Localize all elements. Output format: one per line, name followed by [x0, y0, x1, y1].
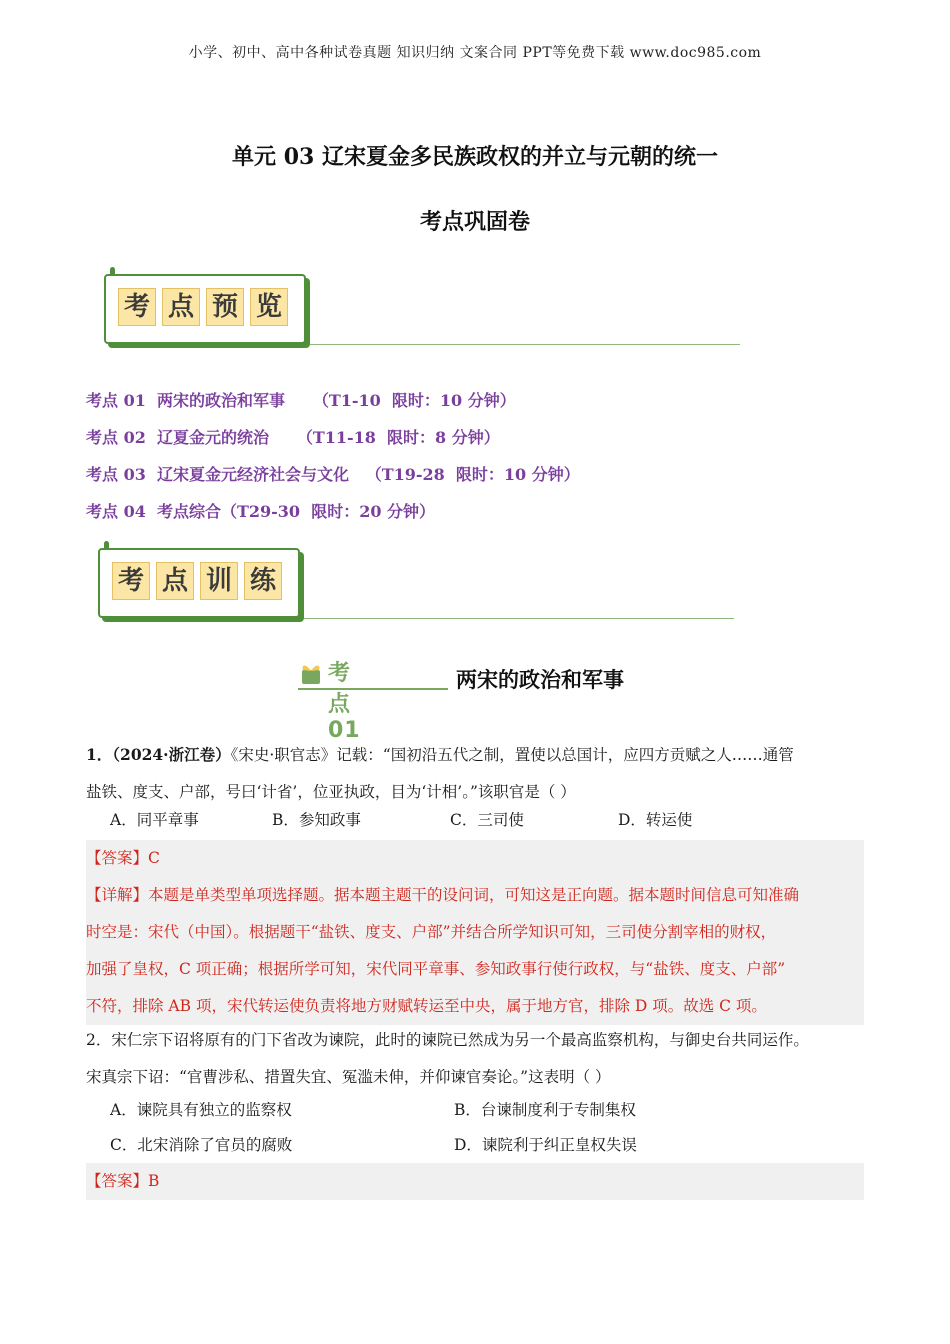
option-c[interactable]: C．三司使	[450, 811, 524, 829]
sprout-icon	[298, 658, 324, 686]
detail-label: 【详解】	[86, 886, 149, 904]
answer-block-1	[86, 840, 864, 1025]
detail-line	[86, 877, 864, 914]
answer-block-2	[86, 1163, 864, 1200]
option-c[interactable]: C．北宋消除了官员的腐败	[110, 1136, 293, 1154]
banner-char: 训	[200, 562, 238, 600]
banner-char: 考	[118, 288, 156, 326]
question-1	[86, 736, 864, 811]
answer-line	[86, 1163, 864, 1200]
section-badge: 考点01	[328, 661, 361, 743]
answer-label: 【答案】	[86, 849, 149, 867]
document-subtitle: 考点巩固卷	[419, 209, 530, 235]
option-b[interactable]: B．台谏制度利于专制集权	[454, 1101, 636, 1119]
topic-list	[86, 388, 580, 536]
topic-item: 考点 04 考点综合（T29-30 限时：20 分钟）	[86, 502, 436, 521]
detail-line: 不符，排除 AB 项，宋代转运使负责将地方财赋转运至中央，属于地方官，排除 D 项。故选 C 项。	[86, 997, 767, 1015]
question-stem-line: 盐铁、度支、户部，号曰‘计省’，位亚执政，目为‘计相’。”该职官是（ ）	[86, 783, 576, 801]
question-2	[86, 1022, 864, 1096]
detail-text: 本题是单类型单项选择题。据本题主题干的设问词，可知这是正向题。据本题时间信息可知准确	[148, 886, 800, 904]
answer-line	[86, 840, 864, 877]
banner-char: 点	[156, 562, 194, 600]
question-number: 1．	[86, 745, 113, 764]
banner-char: 考	[112, 562, 150, 600]
section-title: 两宋的政治和军事	[456, 668, 624, 692]
option-d[interactable]: D．谏院利于纠正皇权失误	[454, 1136, 637, 1154]
answer-value: C	[148, 849, 160, 867]
option-b[interactable]: B．参知政事	[272, 811, 361, 829]
answer-value: B	[148, 1172, 160, 1190]
topic-item: 考点 03 辽宋夏金元经济社会与文化 （T19-28 限时：10 分钟）	[86, 465, 580, 484]
question-stem-line: 《宋史·职官志》记载：“国初沿五代之制，置使以总国计，应四方贡赋之人……通管	[230, 746, 794, 764]
option-a[interactable]: A．谏院具有独立的监察权	[110, 1101, 292, 1119]
question-source: （2024·浙江卷）	[112, 745, 231, 764]
topic-item: 考点 01 两宋的政治和军事 （T1-10 限时：10 分钟）	[86, 391, 516, 410]
banner-rule	[310, 344, 740, 345]
topic-item: 考点 02 辽夏金元的统治 （T11-18 限时：8 分钟）	[86, 428, 500, 447]
question-stem-line: 2．宋仁宗下诏将原有的门下省改为谏院，此时的谏院已然成为另一个最高监察机构，与御史台共同运作。	[86, 1031, 809, 1049]
banner-chars	[118, 288, 288, 326]
banner-char: 练	[244, 562, 282, 600]
option-a[interactable]: A．同平章事	[110, 811, 199, 829]
answer-label: 【答案】	[86, 1172, 149, 1190]
question-stem	[86, 736, 864, 774]
section-underline	[298, 688, 448, 690]
page-header: 小学、初中、高中各种试卷真题 知识归纳 文案合同 PPT等免费下载 www.doc985.com	[188, 45, 762, 61]
banner-char: 览	[250, 288, 288, 326]
banner-char: 预	[206, 288, 244, 326]
banner-rule	[304, 618, 734, 619]
banner-char: 点	[162, 288, 200, 326]
document-title: 单元 03 辽宋夏金多民族政权的并立与元朝的统一	[232, 144, 718, 170]
banner-chars	[112, 562, 282, 600]
detail-line: 时空是：宋代（中国）。根据题干“盐铁、度支、户部”并结合所学知识可知，三司使分割宰相的财权，	[86, 923, 777, 941]
detail-line: 加强了皇权，C 项正确；根据所学可知，宋代同平章事、参知政事行使行政权，与“盐铁、度支、户部”	[86, 960, 786, 978]
question-stem-line: 宋真宗下诏：“官曹涉私、措置失宜、冤滥未伸，并仰谏官奏论。”这表明（ ）	[86, 1068, 611, 1086]
option-d[interactable]: D．转运使	[618, 811, 693, 829]
